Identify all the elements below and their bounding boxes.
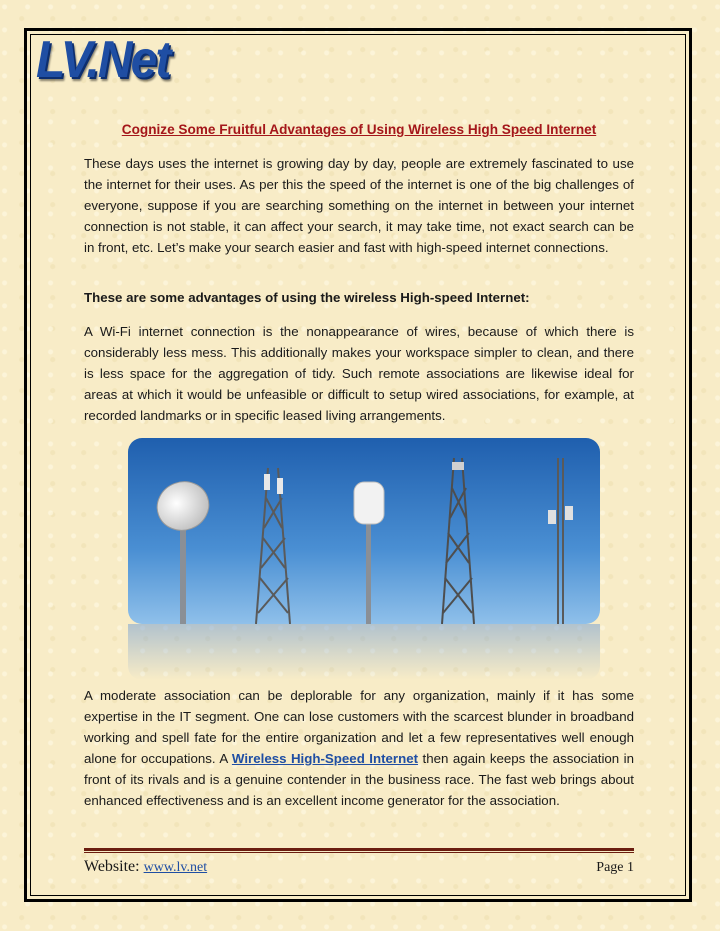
business-paragraph	[84, 685, 634, 811]
antenna-towers-photo	[128, 438, 600, 624]
page-number: Page 1	[596, 860, 634, 875]
advantages-subheading: These are some advantages of using the wireless High-speed Internet:	[84, 290, 530, 305]
article-title: Cognize Some Fruitful Advantages of Using Wireless High Speed Internet	[121, 122, 597, 137]
paragraph3-text-before: A moderate association can be deplorable for any organization, mainly if it has some expertise in the IT segment. One can lose customers with the scarcest blunder in broadband working and spell fate for the entire organization and let a few representatives well enough alone for occupations. A	[84, 688, 634, 766]
website-label: Website:	[84, 858, 144, 875]
footer-divider-thin	[84, 852, 634, 853]
website-link[interactable]: www.lv.net	[143, 860, 208, 875]
paragraph3-text-after: then again keeps the association in front of its rivals and is a genuine contender in the business race. The fast web brings about enhanced effectiveness and is an excellent income generator for the association.	[84, 751, 635, 808]
logo-text: LV.Net	[36, 31, 170, 89]
intro-paragraph: These days uses the internet is growing day by day, people are extremely fascinated to use the internet for their uses. As per this the speed of the internet is one of the big challenges of everyone, suppose if you are searching something on the internet in between your internet connection is not stable, it can affect your search, it may take time, not exact search can be in front, etc. Let’s make your search easier and fast with high-speed internet connections.	[84, 156, 634, 255]
footer-divider	[84, 848, 634, 851]
wifi-paragraph: A Wi-Fi internet connection is the nonappearance of wires, because of which there is considerably less mess. This additionally makes your workspace simpler to clean, and there is less space for the aggregation of tidy. Such remote associations are likewise ideal for areas at which it would be unfeasible or difficult to setup wired associations, for example, at recorded landmarks or in specific leased living arrangements.	[84, 324, 634, 423]
wireless-high-speed-internet-link[interactable]: Wireless High-Speed Internet	[231, 751, 419, 766]
footer-website	[84, 858, 207, 876]
lvnet-logo	[36, 32, 222, 88]
photo-reflection	[128, 624, 600, 680]
